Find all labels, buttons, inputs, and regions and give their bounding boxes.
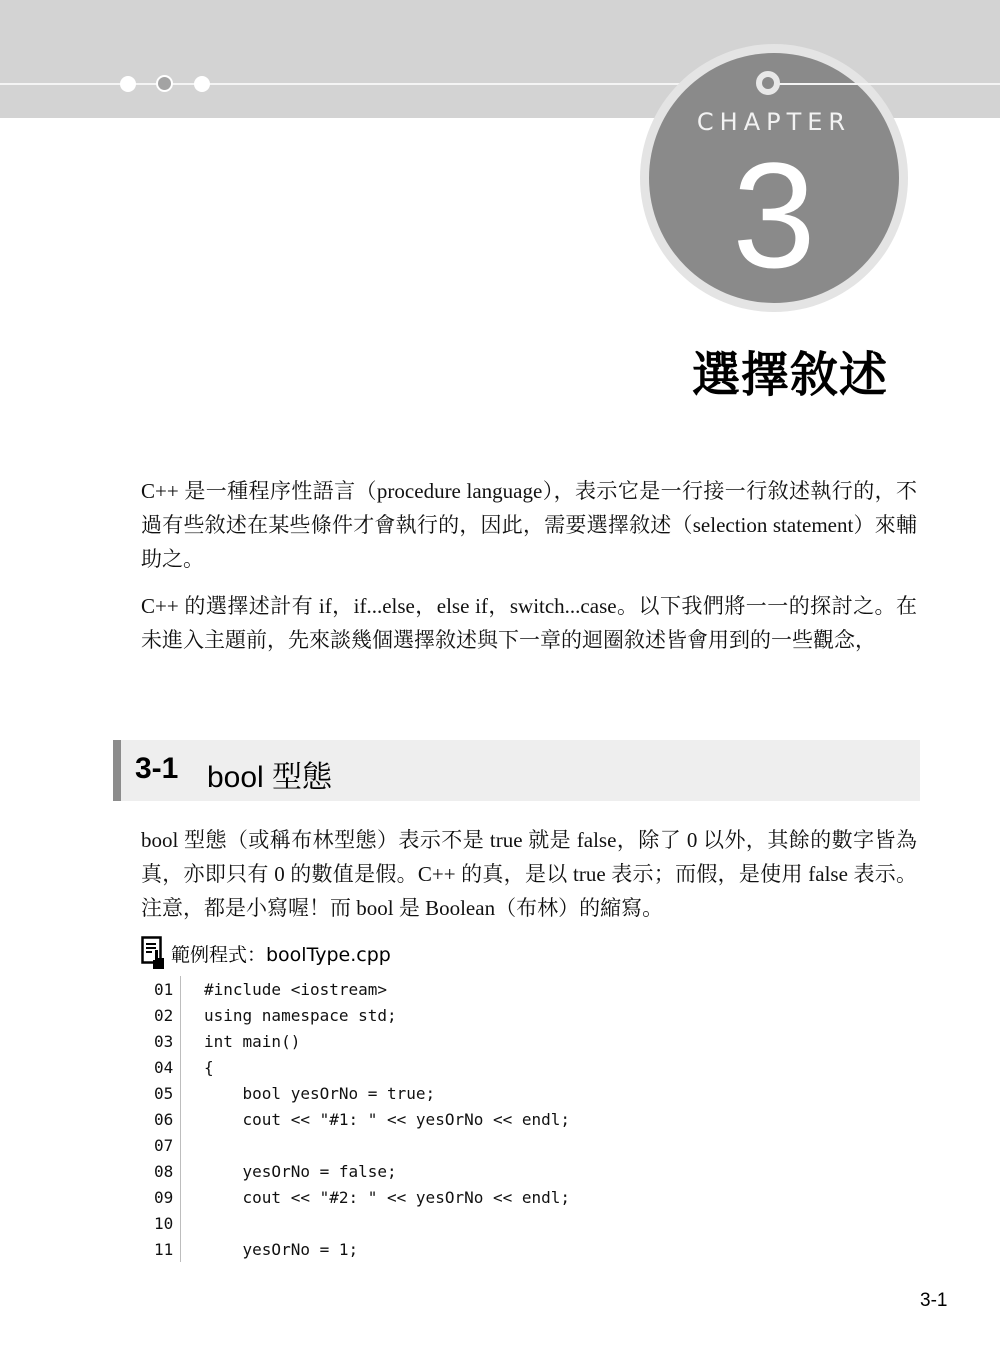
line-number: 10 (154, 1213, 174, 1233)
example-label: 範例程式：boolType.cpp (171, 943, 391, 966)
intro-paragraph-1: C++ 是一種程序性語言（procedure language），表示它是一行接一行敘述執行的，不過有些敘述在某些條件才會執行的，因此，需要選擇敘述（selection statement）來輔助之。 (141, 479, 917, 571)
line-number: 11 (154, 1239, 174, 1259)
chapter-badge-rule (768, 83, 908, 85)
progress-dot (194, 76, 210, 92)
line-number: 05 (154, 1083, 174, 1103)
code-text: #include <iostream> (204, 979, 388, 999)
code-line (150, 1106, 750, 1132)
line-number: 02 (154, 1005, 174, 1025)
code-text: int main() (204, 1031, 301, 1051)
page-number: 3-1 (920, 1290, 948, 1311)
code-line (150, 1236, 750, 1262)
code-listing-icon (141, 936, 167, 970)
section-heading (113, 740, 920, 801)
code-line (150, 1028, 750, 1054)
code-text: yesOrNo = false; (204, 1161, 397, 1181)
code-line (150, 1002, 750, 1028)
intro-paragraph-2: C++ 的選擇述計有 if，if...else，else if，switch...case。以下我們將一一的探討之。在未進入主題前，先來談幾個選擇敘述與下一章的迴圈敘述皆會用到的一些觀念， (141, 594, 917, 652)
code-line (150, 1184, 750, 1210)
code-text: cout << "#1: " << yesOrNo << endl; (204, 1109, 571, 1129)
code-line (150, 1080, 750, 1106)
line-number: 09 (154, 1187, 174, 1207)
code-text: cout << "#2: " << yesOrNo << endl; (204, 1187, 571, 1207)
code-line (150, 1054, 750, 1080)
progress-dot-active (156, 75, 173, 92)
section-paragraph: bool 型態（或稱布林型態）表示不是 true 就是 false，除了 0 以外，其餘的數字皆為真，亦即只有 0 的數值是假。C++ 的真，是以 true 表示；而假，是使用 false 表示。注意，都是小寫喔！而 bool 是 Boolean（布林）的縮寫。 (141, 828, 917, 920)
code-text: using namespace std; (204, 1005, 397, 1025)
chapter-number: 3 (732, 131, 816, 299)
code-line (150, 1132, 750, 1158)
code-line (150, 1210, 750, 1236)
progress-dot (120, 76, 136, 92)
chapter-bead-icon (756, 71, 780, 95)
code-line (150, 976, 750, 1002)
line-number: 06 (154, 1109, 174, 1129)
code-text: { (204, 1057, 214, 1077)
section-title: bool 型態 (207, 761, 333, 794)
code-line (150, 1158, 750, 1184)
line-number: 01 (154, 979, 174, 999)
code-text: yesOrNo = 1; (204, 1239, 359, 1259)
chapter-label: CHAPTER (696, 108, 852, 136)
chapter-title: 選擇敘述 (691, 347, 888, 403)
line-number: 08 (154, 1161, 174, 1181)
line-number: 03 (154, 1031, 174, 1051)
line-number: 04 (154, 1057, 174, 1077)
section-number: 3-1 (135, 752, 179, 785)
code-listing (150, 976, 750, 1262)
line-number: 07 (154, 1135, 174, 1155)
code-gutter-divider (180, 976, 181, 1262)
code-text: bool yesOrNo = true; (204, 1083, 436, 1103)
example-heading (141, 935, 391, 971)
